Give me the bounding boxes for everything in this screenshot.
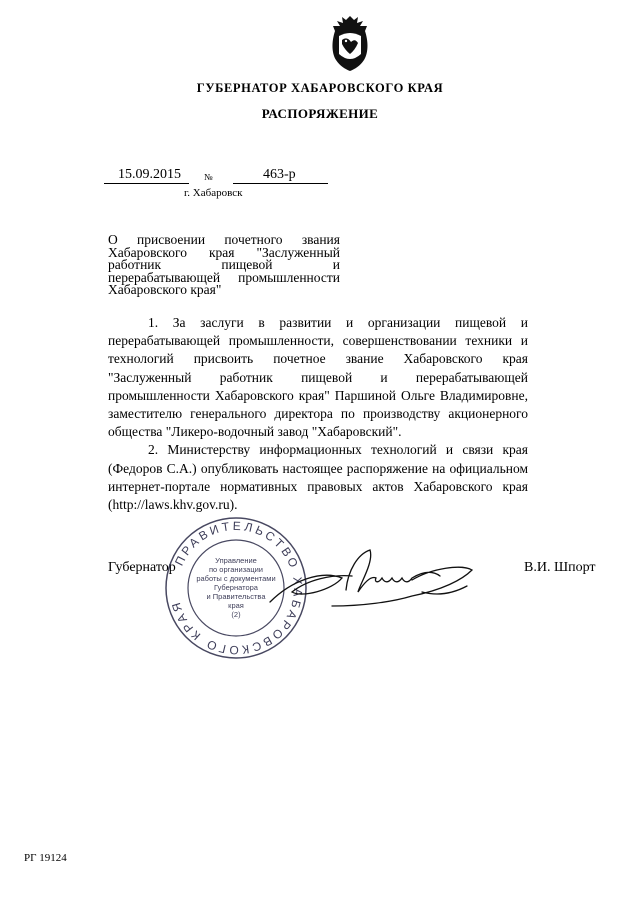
document-body <box>108 314 528 514</box>
seal-line-6: края <box>228 601 244 610</box>
document-city: г. Хабаровск <box>184 187 243 199</box>
document-subject: О присвоении почетного звания Хабаровского края "Заслуженный работник пищевой и перерабатывающей промышленности Хабаровского края" <box>108 232 340 298</box>
issuing-authority: ГУБЕРНАТОР ХАБАРОВСКОГО КРАЯ <box>196 81 444 95</box>
seal-line-7: (2) <box>231 610 241 619</box>
body-paragraph-2: 2. Министерству информационных технологий и связи края (Федоров С.А.) опубликовать настоящее распоряжение на официальном интернет-портале нормативных правовых актов Хабаровского края (http://laws.khv.gov.ru). <box>108 442 528 513</box>
document-date: 15.09.2015 <box>118 167 181 182</box>
seal-line-2: по организации <box>208 565 264 574</box>
seal-line-1: Управление <box>215 556 257 565</box>
number-sign: № <box>204 172 213 182</box>
seal-line-5: и Правительства <box>206 592 266 601</box>
seal-line-4: Губернатора <box>214 583 258 592</box>
signatory-title: Губернатор <box>108 560 176 575</box>
registration-code: РГ 19124 <box>24 852 67 864</box>
seal-outer-text: ПРАВИТЕЛЬСТВО ХАБАРОВСКОГО КРАЯ <box>168 518 306 658</box>
handwritten-signature <box>262 540 482 620</box>
signatory-name: В.И. Шпорт <box>524 560 596 575</box>
document-number: 463-р <box>263 167 296 182</box>
number-underline <box>233 183 328 184</box>
body-paragraph-1: 1. За заслуги в развитии и организации пищевой и перерабатывающей промышленности, совершенствовании техники и технологий присвоить почетное звание Хабаровского края "Заслуженный работник пищевой и перерабатывающей промышленности Хабаровского края" Паршиной Ольге Владимировне, заместителю генерального директора по производству акционерного общества "Ликеро-водочный завод "Хабаровский". <box>108 315 528 440</box>
coat-of-arms-icon <box>327 14 373 72</box>
date-underline <box>104 183 189 184</box>
document-type: РАСПОРЯЖЕНИЕ <box>261 106 379 121</box>
seal-line-3: работы с документами <box>196 574 276 583</box>
